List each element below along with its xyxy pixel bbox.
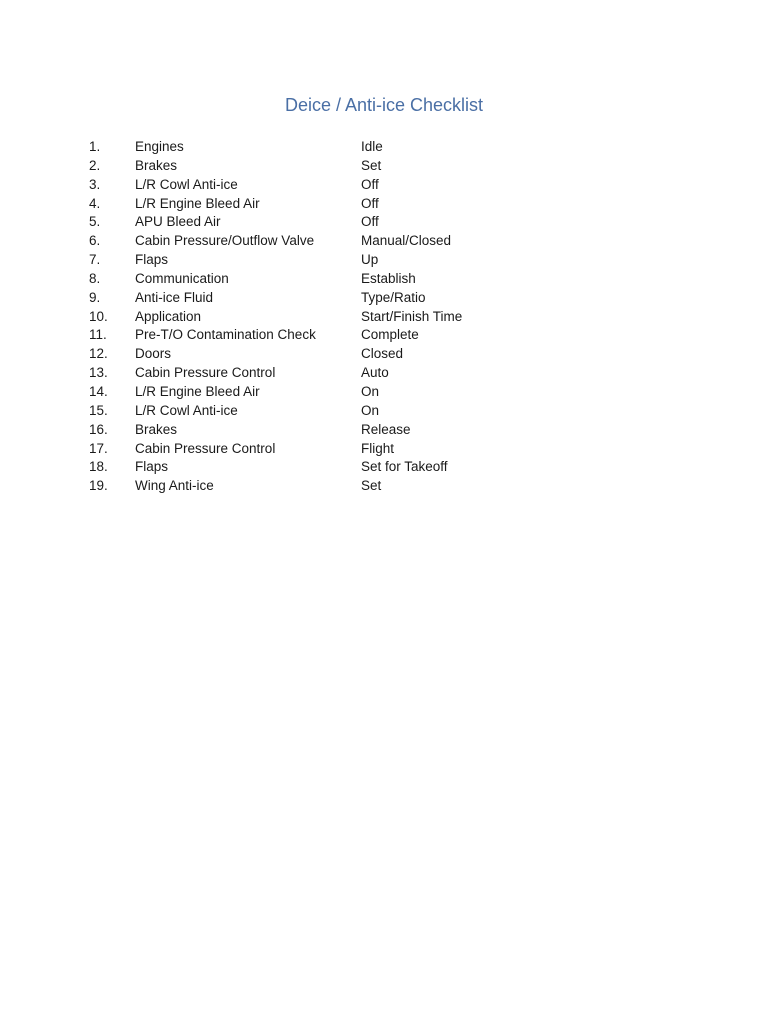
checklist-item-number: 4.: [89, 195, 101, 211]
checklist-row: [89, 138, 589, 157]
checklist-row: [89, 289, 589, 308]
checklist-row: [89, 477, 589, 496]
checklist-item-number: 1.: [89, 139, 101, 154]
checklist-item-name: Engines: [135, 139, 184, 154]
checklist-row: [89, 270, 589, 289]
checklist-item-number: 18.: [89, 459, 108, 475]
checklist-item-name: L/R Engine Bleed Air: [135, 383, 260, 399]
checklist-item-name: Brakes: [135, 157, 178, 173]
checklist-item-name: Cabin Pressure/Outflow Valve: [135, 233, 315, 249]
checklist-row: [89, 213, 589, 232]
checklist-item-name: L/R Cowl Anti-ice: [135, 176, 238, 192]
checklist-row: [89, 440, 589, 459]
checklist-item-action: Idle: [361, 139, 383, 154]
checklist-item-number: 3.: [89, 176, 101, 192]
checklist-row: [89, 176, 589, 195]
checklist-item-name: L/R Cowl Anti-ice: [135, 402, 238, 418]
checklist-row: [89, 251, 589, 270]
checklist-row: [89, 458, 589, 477]
checklist-item-number: 7.: [89, 252, 101, 268]
checklist-item-number: 16.: [89, 421, 108, 437]
checklist-item-number: 2.: [89, 157, 101, 173]
checklist-item-action: Set: [361, 157, 382, 173]
checklist-row: [89, 157, 589, 176]
checklist-item-action: On: [361, 402, 380, 418]
checklist-item-number: 8.: [89, 270, 101, 286]
checklist-item-action: Flight: [361, 440, 395, 456]
checklist-item-number: 19.: [89, 478, 108, 494]
checklist-item-action: Release: [361, 421, 411, 437]
checklist-item-action: Closed: [361, 346, 404, 362]
checklist-row: [89, 383, 589, 402]
checklist-item-action: Off: [361, 176, 379, 192]
checklist-item-action: Up: [361, 252, 379, 268]
checklist-row: [89, 421, 589, 440]
checklist: [89, 138, 589, 496]
checklist-item-number: 5.: [89, 214, 101, 230]
checklist-row: [89, 364, 589, 383]
checklist-item-name: L/R Engine Bleed Air: [135, 195, 260, 211]
checklist-item-name: Cabin Pressure Control: [135, 440, 276, 456]
checklist-item-action: Type/Ratio: [361, 289, 426, 305]
checklist-item-name: Communication: [135, 270, 229, 286]
checklist-item-action: Complete: [361, 327, 419, 343]
checklist-item-action: Auto: [361, 365, 389, 381]
checklist-item-name: Anti-ice Fluid: [135, 289, 214, 305]
checklist-row: [89, 232, 589, 251]
checklist-item-action: Set: [361, 478, 382, 494]
checklist-item-name: Cabin Pressure Control: [135, 365, 276, 381]
checklist-item-name: Wing Anti-ice: [135, 478, 214, 494]
checklist-item-number: 9.: [89, 289, 101, 305]
checklist-item-action: Off: [361, 214, 379, 230]
checklist-item-action: Start/Finish Time: [361, 308, 463, 324]
checklist-item-number: 14.: [89, 383, 108, 399]
checklist-row: [89, 402, 589, 421]
checklist-row: [89, 326, 589, 345]
checklist-item-action: On: [361, 383, 380, 399]
checklist-item-number: 15.: [89, 402, 108, 418]
checklist-item-action: Off: [361, 195, 379, 211]
page-title: Deice / Anti-ice Checklist: [284, 95, 484, 115]
checklist-item-action: Set for Takeoff: [361, 459, 448, 475]
checklist-row: [89, 195, 589, 214]
checklist-item-name: Brakes: [135, 421, 178, 437]
checklist-item-name: APU Bleed Air: [135, 214, 221, 230]
checklist-item-name: Pre-T/O Contamination Check: [135, 327, 316, 343]
checklist-row: [89, 308, 589, 327]
checklist-item-number: 13.: [89, 365, 108, 381]
checklist-item-number: 10.: [89, 308, 108, 324]
checklist-item-number: 17.: [89, 440, 108, 456]
checklist-item-name: Application: [135, 308, 202, 324]
checklist-item-number: 11.: [89, 327, 107, 343]
checklist-item-number: 6.: [89, 233, 101, 249]
checklist-row: [89, 345, 589, 364]
checklist-item-action: Manual/Closed: [361, 233, 452, 249]
checklist-item-number: 12.: [89, 346, 108, 362]
checklist-item-name: Flaps: [135, 459, 169, 475]
checklist-item-action: Establish: [361, 270, 416, 286]
checklist-item-name: Doors: [135, 346, 172, 362]
checklist-item-name: Flaps: [135, 252, 169, 268]
